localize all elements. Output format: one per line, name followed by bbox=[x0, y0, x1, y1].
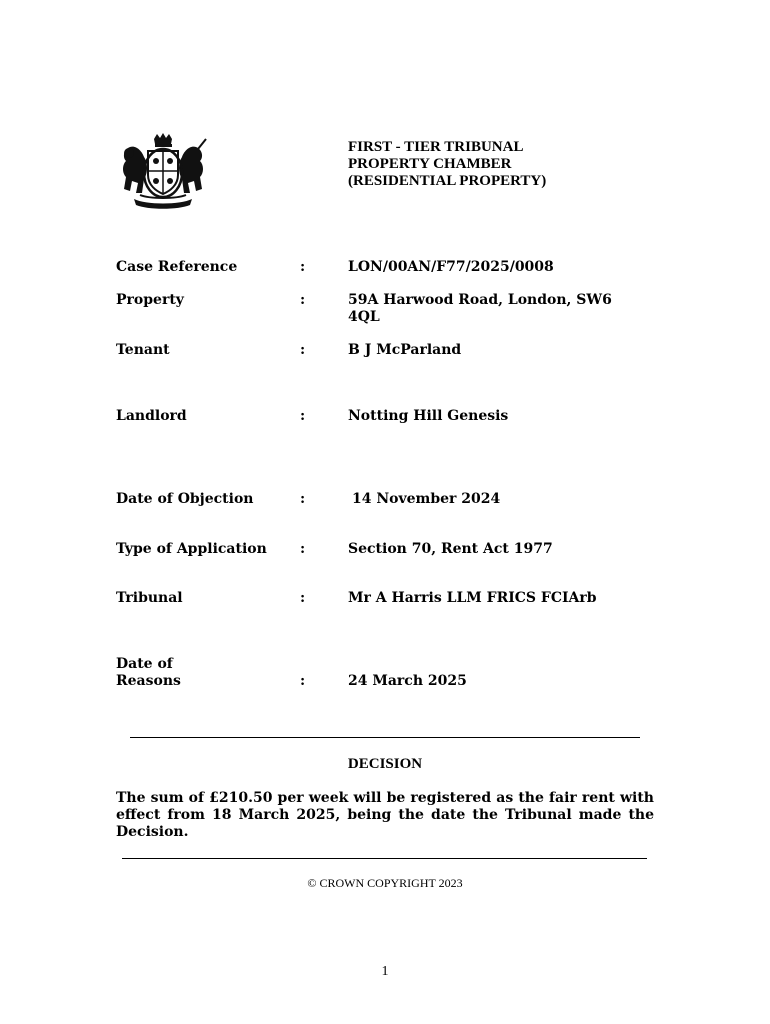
heading-line-2: PROPERTY CHAMBER bbox=[348, 156, 512, 172]
landlord-colon: : bbox=[300, 408, 306, 424]
heading-line-1: FIRST - TIER TRIBUNAL bbox=[348, 139, 524, 155]
landlord-value: Notting Hill Genesis bbox=[348, 408, 509, 424]
landlord-label: Landlord bbox=[116, 408, 187, 424]
property-label: Property bbox=[116, 292, 184, 308]
case-reference-colon: : bbox=[300, 259, 306, 275]
type-of-application-colon: : bbox=[300, 541, 306, 557]
date-of-objection-colon: : bbox=[300, 491, 306, 507]
tenant-label: Tenant bbox=[116, 342, 170, 358]
date-of-objection-value: 14 November 2024 bbox=[352, 491, 501, 507]
tribunal-heading bbox=[348, 139, 546, 190]
royal-coat-of-arms-logo bbox=[116, 133, 210, 211]
property-value: 59A Harwood Road, London, SW6 4QL bbox=[348, 292, 612, 325]
tribunal-colon: : bbox=[300, 590, 306, 606]
property-colon: : bbox=[300, 292, 306, 308]
heading-line-3: (RESIDENTIAL PROPERTY) bbox=[348, 173, 547, 189]
copyright-notice: © CROWN COPYRIGHT 2023 bbox=[307, 876, 463, 890]
page-number: 1 bbox=[381, 964, 389, 979]
date-of-reasons-label: Date of Reasons bbox=[116, 656, 181, 689]
date-of-reasons-colon: : bbox=[300, 673, 306, 689]
date-of-objection-label: Date of Objection bbox=[116, 491, 254, 507]
tenant-value: B J McParland bbox=[348, 342, 462, 358]
date-of-reasons-value: 24 March 2025 bbox=[348, 673, 467, 689]
decision-text: The sum of £210.50 per week will be registered as the fair rent with effect from 18 March 2025, being the date the Tribunal made the Decision. bbox=[116, 790, 654, 840]
top-divider bbox=[130, 737, 640, 738]
case-reference-label: Case Reference bbox=[116, 259, 238, 275]
bottom-divider bbox=[122, 858, 647, 859]
tribunal-value: Mr A Harris LLM FRICS FCIArb bbox=[348, 590, 597, 606]
tribunal-label: Tribunal bbox=[116, 590, 183, 606]
tenant-colon: : bbox=[300, 342, 306, 358]
type-of-application-value: Section 70, Rent Act 1977 bbox=[348, 541, 553, 557]
type-of-application-label: Type of Application bbox=[116, 541, 267, 557]
case-reference-value: LON/00AN/F77/2025/0008 bbox=[348, 259, 554, 275]
decision-title: DECISION bbox=[347, 756, 423, 772]
